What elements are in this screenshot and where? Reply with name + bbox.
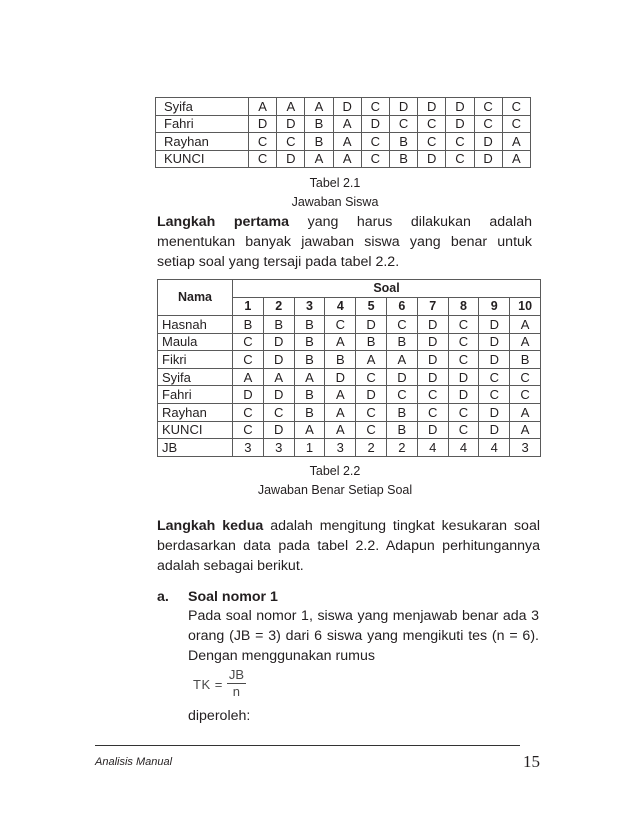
answer-cell: A bbox=[325, 333, 356, 351]
answer-cell: D bbox=[418, 150, 446, 168]
answer-cell: D bbox=[386, 368, 417, 386]
question-number-header: 3 bbox=[294, 298, 325, 316]
correct-count-cell: 2 bbox=[386, 439, 417, 457]
answer-cell: A bbox=[510, 403, 541, 421]
answer-cell: C bbox=[356, 421, 387, 439]
paragraph-text: adalah mengitung tingkat kesukaran soal berdasarkan data pada tabel 2.2. Adapun perhitungannya adalah sebagai berikut. bbox=[157, 518, 540, 574]
footer-divider bbox=[95, 745, 520, 746]
answer-cell: C bbox=[446, 150, 474, 168]
answer-cell: C bbox=[446, 133, 474, 151]
correct-count-cell: 3 bbox=[263, 439, 294, 457]
paragraph-lead: Langkah kedua bbox=[157, 518, 264, 534]
answer-cell: C bbox=[233, 403, 264, 421]
answer-cell: A bbox=[294, 368, 325, 386]
answer-cell: A bbox=[277, 98, 305, 116]
answer-cell: B bbox=[305, 133, 333, 151]
answer-cell: D bbox=[263, 421, 294, 439]
table-jawaban-siswa bbox=[155, 97, 531, 168]
question-number-header: 4 bbox=[325, 298, 356, 316]
answer-cell: C bbox=[502, 98, 530, 116]
table-row bbox=[156, 150, 531, 168]
answer-cell: C bbox=[479, 368, 510, 386]
formula-fraction bbox=[227, 668, 246, 699]
correct-count-cell: 4 bbox=[479, 439, 510, 457]
answer-cell: B bbox=[294, 403, 325, 421]
table-caption-2-1 bbox=[185, 174, 485, 211]
answer-cell: C bbox=[233, 421, 264, 439]
question-number-header: 7 bbox=[417, 298, 448, 316]
table-header-row bbox=[158, 280, 541, 298]
formula-denominator: n bbox=[232, 684, 241, 699]
paragraph-langkah-kedua bbox=[157, 516, 540, 576]
answer-cell: C bbox=[474, 115, 502, 133]
answer-cell: D bbox=[479, 316, 510, 334]
table-row bbox=[158, 421, 541, 439]
footer-book-title: Analisis Manual bbox=[95, 756, 173, 768]
answer-cell: A bbox=[305, 150, 333, 168]
answer-cell: B bbox=[386, 333, 417, 351]
answer-cell: C bbox=[502, 115, 530, 133]
answer-cell: A bbox=[502, 150, 530, 168]
list-item-text: Pada soal nomor 1, siswa yang menjawab benar ada 3 orang (JB = 3) dari 6 siswa yang mengikuti tes (n = 6). Dengan menggunakan rumus bbox=[188, 608, 539, 664]
correct-count-label-cell: JB bbox=[158, 439, 233, 457]
column-header-soal: Soal bbox=[233, 280, 541, 298]
answer-cell: C bbox=[356, 403, 387, 421]
answer-cell: A bbox=[333, 150, 361, 168]
answer-cell: A bbox=[510, 421, 541, 439]
caption-number: Tabel 2.1 bbox=[309, 176, 361, 190]
answer-cell: A bbox=[305, 98, 333, 116]
table-caption-2-2 bbox=[185, 462, 485, 499]
student-name-cell: Syifa bbox=[158, 368, 233, 386]
correct-count-cell: 4 bbox=[417, 439, 448, 457]
answer-key-label-cell: KUNCI bbox=[156, 150, 249, 168]
table-row bbox=[158, 386, 541, 404]
answer-cell: D bbox=[277, 150, 305, 168]
answer-cell: B bbox=[233, 316, 264, 334]
answer-cell: A bbox=[333, 115, 361, 133]
answer-cell: C bbox=[233, 333, 264, 351]
answer-cell: D bbox=[361, 115, 389, 133]
answer-cell: D bbox=[474, 150, 502, 168]
answer-cell: C bbox=[249, 133, 277, 151]
answer-cell: D bbox=[479, 351, 510, 369]
correct-count-cell: 3 bbox=[233, 439, 264, 457]
answer-cell: C bbox=[277, 133, 305, 151]
answer-cell: B bbox=[305, 115, 333, 133]
answer-cell: D bbox=[448, 386, 479, 404]
student-name-cell: Hasnah bbox=[158, 316, 233, 334]
table-row bbox=[158, 368, 541, 386]
answer-cell: D bbox=[417, 368, 448, 386]
answer-cell: D bbox=[356, 316, 387, 334]
answer-cell: B bbox=[386, 403, 417, 421]
answer-cell: C bbox=[418, 115, 446, 133]
answer-cell: A bbox=[325, 386, 356, 404]
answer-cell: C bbox=[417, 403, 448, 421]
caption-title: Jawaban Siswa bbox=[291, 194, 379, 209]
answer-cell: A bbox=[249, 98, 277, 116]
answer-cell: D bbox=[446, 98, 474, 116]
answer-cell: B bbox=[294, 333, 325, 351]
formula-result-lead: diperoleh: bbox=[188, 708, 251, 724]
answer-cell: C bbox=[417, 386, 448, 404]
formula-lhs: TK = bbox=[193, 677, 223, 692]
answer-cell: C bbox=[356, 368, 387, 386]
answer-cell: B bbox=[294, 386, 325, 404]
table-row bbox=[158, 403, 541, 421]
answer-cell: A bbox=[325, 403, 356, 421]
answer-cell: B bbox=[294, 351, 325, 369]
question-number-header: 10 bbox=[510, 298, 541, 316]
answer-cell: D bbox=[417, 333, 448, 351]
question-number-header: 5 bbox=[356, 298, 387, 316]
caption-number: Tabel 2.2 bbox=[309, 464, 361, 478]
table-row bbox=[158, 333, 541, 351]
correct-count-cell: 2 bbox=[356, 439, 387, 457]
answer-cell: C bbox=[325, 316, 356, 334]
paragraph-langkah-pertama bbox=[157, 212, 532, 272]
answer-cell: C bbox=[233, 351, 264, 369]
answer-cell: A bbox=[294, 421, 325, 439]
answer-cell: C bbox=[249, 150, 277, 168]
table-row bbox=[158, 351, 541, 369]
page-number: 15 bbox=[523, 752, 540, 771]
answer-cell: C bbox=[361, 98, 389, 116]
answer-cell: B bbox=[389, 150, 417, 168]
table-row bbox=[156, 98, 531, 116]
answer-cell: D bbox=[356, 386, 387, 404]
question-number-header: 6 bbox=[386, 298, 417, 316]
list-item-heading bbox=[157, 587, 278, 607]
answer-cell: A bbox=[263, 368, 294, 386]
answer-key-label-cell: KUNCI bbox=[158, 421, 233, 439]
student-name-cell: Rayhan bbox=[156, 133, 249, 151]
answer-cell: C bbox=[448, 351, 479, 369]
answer-cell: D bbox=[479, 421, 510, 439]
answer-cell: A bbox=[356, 351, 387, 369]
question-number-header: 8 bbox=[448, 298, 479, 316]
answer-cell: D bbox=[277, 115, 305, 133]
correct-count-cell: 3 bbox=[510, 439, 541, 457]
question-number-header: 1 bbox=[233, 298, 264, 316]
answer-cell: D bbox=[474, 133, 502, 151]
paragraph-lead: Langkah pertama bbox=[157, 214, 290, 230]
answer-cell: C bbox=[510, 386, 541, 404]
answer-cell: D bbox=[448, 368, 479, 386]
answer-cell: D bbox=[389, 98, 417, 116]
answer-cell: D bbox=[446, 115, 474, 133]
answer-cell: D bbox=[249, 115, 277, 133]
student-name-cell: Syifa bbox=[156, 98, 249, 116]
answer-cell: C bbox=[448, 316, 479, 334]
answer-cell: D bbox=[263, 333, 294, 351]
correct-count-cell: 1 bbox=[294, 439, 325, 457]
table-row bbox=[156, 133, 531, 151]
table-row bbox=[156, 115, 531, 133]
answer-cell: D bbox=[325, 368, 356, 386]
student-name-cell: Fahri bbox=[158, 386, 233, 404]
answer-cell: D bbox=[418, 98, 446, 116]
answer-cell: D bbox=[417, 316, 448, 334]
formula-tk bbox=[193, 668, 246, 699]
table-row bbox=[158, 439, 541, 457]
answer-cell: B bbox=[389, 133, 417, 151]
answer-cell: C bbox=[479, 386, 510, 404]
answer-cell: C bbox=[389, 115, 417, 133]
paragraph-text: yang harus dilakukan adalah menentukan banyak jawaban siswa yang benar untuk setiap soal yang tersaji pada tabel 2.2. bbox=[157, 214, 532, 270]
answer-cell: D bbox=[263, 351, 294, 369]
correct-count-cell: 3 bbox=[325, 439, 356, 457]
column-header-nama: Nama bbox=[158, 280, 233, 316]
answer-cell: D bbox=[233, 386, 264, 404]
student-name-cell: Rayhan bbox=[158, 403, 233, 421]
answer-cell: A bbox=[510, 333, 541, 351]
answer-cell: D bbox=[417, 351, 448, 369]
answer-cell: A bbox=[333, 133, 361, 151]
answer-cell: C bbox=[510, 368, 541, 386]
table-row bbox=[158, 316, 541, 334]
answer-cell: D bbox=[479, 333, 510, 351]
answer-cell: C bbox=[474, 98, 502, 116]
answer-cell: A bbox=[386, 351, 417, 369]
answer-cell: C bbox=[448, 333, 479, 351]
answer-cell: C bbox=[361, 150, 389, 168]
answer-cell: A bbox=[510, 316, 541, 334]
answer-cell: B bbox=[325, 351, 356, 369]
answer-cell: A bbox=[325, 421, 356, 439]
answer-cell: B bbox=[263, 316, 294, 334]
answer-cell: B bbox=[386, 421, 417, 439]
correct-count-cell: 4 bbox=[448, 439, 479, 457]
answer-cell: D bbox=[417, 421, 448, 439]
question-number-header: 2 bbox=[263, 298, 294, 316]
answer-cell: C bbox=[361, 133, 389, 151]
answer-cell: C bbox=[448, 403, 479, 421]
answer-cell: C bbox=[263, 403, 294, 421]
question-number-header: 9 bbox=[479, 298, 510, 316]
list-marker: a. bbox=[157, 589, 169, 605]
list-item-title: Soal nomor 1 bbox=[188, 589, 278, 605]
student-name-cell: Fikri bbox=[158, 351, 233, 369]
answer-cell: D bbox=[333, 98, 361, 116]
answer-cell: D bbox=[479, 403, 510, 421]
answer-cell: C bbox=[386, 386, 417, 404]
answer-cell: C bbox=[418, 133, 446, 151]
formula-numerator: JB bbox=[228, 667, 244, 682]
caption-title: Jawaban Benar Setiap Soal bbox=[257, 482, 413, 497]
student-name-cell: Fahri bbox=[156, 115, 249, 133]
answer-cell: D bbox=[263, 386, 294, 404]
answer-cell: A bbox=[502, 133, 530, 151]
answer-cell: C bbox=[448, 421, 479, 439]
answer-cell: B bbox=[510, 351, 541, 369]
student-name-cell: Maula bbox=[158, 333, 233, 351]
answer-cell: B bbox=[356, 333, 387, 351]
table-jawaban-benar bbox=[157, 279, 541, 457]
answer-cell: A bbox=[233, 368, 264, 386]
answer-cell: C bbox=[386, 316, 417, 334]
answer-cell: B bbox=[294, 316, 325, 334]
